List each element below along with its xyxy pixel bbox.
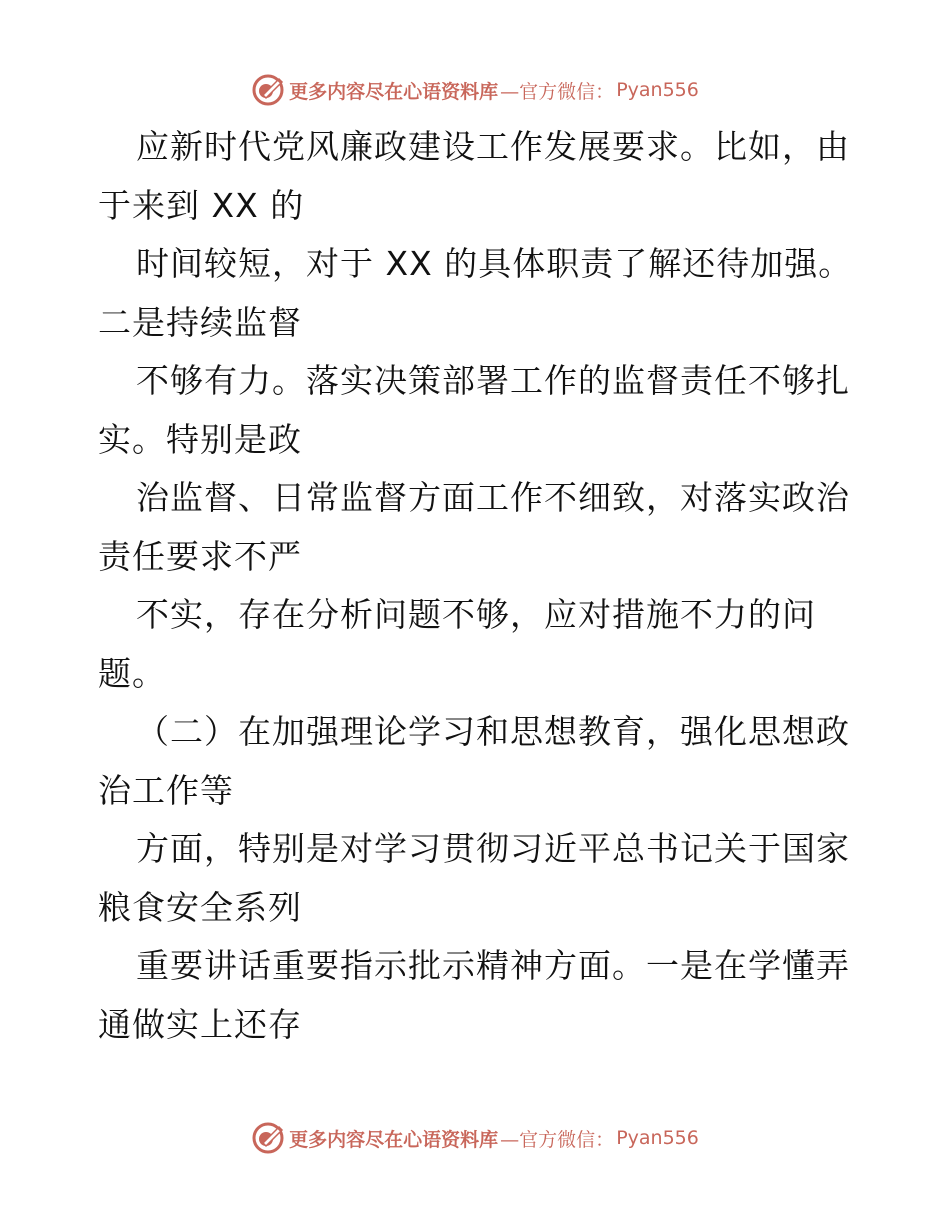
- banner-wechat-label: —官方微信：: [500, 1128, 615, 1151]
- pen-logo-icon: [251, 73, 285, 107]
- pen-logo-icon: [251, 1121, 285, 1155]
- text-line: 治监督、日常监督方面工作不细致，对落实政治: [136, 478, 850, 517]
- header-banner: [0, 70, 950, 110]
- text-line: 不够有力。落实决策部署工作的监督责任不够扎: [136, 361, 850, 400]
- banner-wechat-id: Pyan556: [616, 1127, 699, 1149]
- text-line: 重要讲话重要指示批示精神方面。一是在学懂弄: [136, 946, 850, 985]
- body-text: [98, 118, 858, 1054]
- text-line: 通做实上还存: [98, 1004, 302, 1044]
- text-line: 不实，存在分析问题不够，应对措施不力的问: [136, 595, 816, 634]
- text-line: 粮食安全系列: [98, 887, 302, 927]
- text-line: 责任要求不严: [98, 536, 302, 576]
- text-line: 治工作等: [98, 770, 234, 810]
- text-line: 实。特别是政: [98, 419, 302, 459]
- banner-title: 更多内容尽在心语资料库: [289, 1128, 499, 1151]
- text-line: 二是持续监督: [98, 302, 302, 342]
- banner-wechat-label: —官方微信：: [500, 80, 615, 103]
- text-line: 方面，特别是对学习贯彻习近平总书记关于国家: [136, 829, 850, 868]
- text-line: 题。: [98, 653, 166, 693]
- banner-title: 更多内容尽在心语资料库: [289, 80, 499, 103]
- text-line: （二）在加强理论学习和思想教育，强化思想政: [136, 712, 850, 751]
- text-line: 时间较短，对于 XX 的具体职责了解还待加强。: [136, 244, 853, 283]
- text-line: 应新时代党风廉政建设工作发展要求。比如，由: [136, 127, 850, 166]
- banner-wechat-id: Pyan556: [616, 79, 699, 101]
- footer-banner: [0, 1118, 950, 1158]
- text-line: 于来到 XX 的: [98, 185, 305, 225]
